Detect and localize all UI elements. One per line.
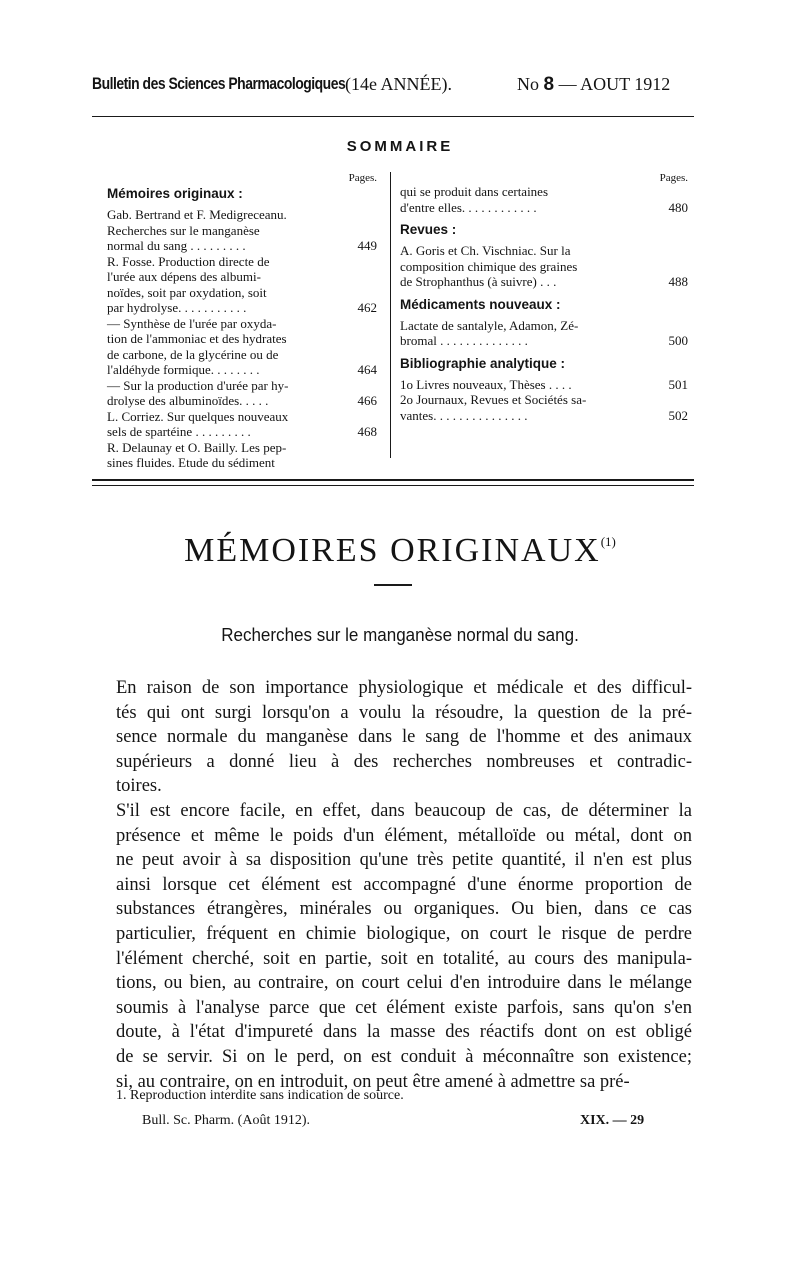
text-line: tés qui ont surgi lorsqu'on a voulu la résoudre, la question de la pré- (116, 702, 692, 723)
toc-entry (107, 316, 377, 378)
toc-entry-text: composition chimique des graines (400, 258, 578, 274)
toc-entry-line (400, 274, 688, 290)
text-line: soumis à l'analyse parce que cet élément existe parfois, sans qu'on s'en (116, 997, 692, 1018)
journal-reference: Bull. Sc. Pharm. (Août 1912). (142, 1113, 310, 1128)
toc-entry-line (107, 378, 377, 394)
toc-entry-line (107, 393, 377, 409)
pages-label: Pages. (348, 172, 377, 184)
text-line: présence et même le poids d'un élément, métalloïde ou métal, dont on (116, 825, 692, 846)
toc-entry-page: 501 (668, 376, 688, 392)
text-line: si, au contraire, on en introduit, on peut être amené à admettre sa pré- (116, 1071, 630, 1092)
toc-entry-line (107, 440, 377, 456)
toc-entry-text: l'aldéhyde formique. . . . . . . . (107, 362, 260, 377)
journal-year: (14e ANNÉE). (345, 74, 452, 94)
toc-entry (107, 378, 377, 409)
toc-entry-text: normal du sang . . . . . . . . . (107, 238, 246, 253)
toc-entry-line (400, 392, 688, 408)
volume-page: XIX. — 29 (580, 1113, 645, 1128)
paragraph-1 (116, 676, 692, 799)
text-line: l'élément cherché, soit en partie, soit en totalité, au cours des manipula- (116, 948, 692, 969)
toc-entry-page: 500 (668, 333, 688, 348)
pages-label-right: Pages. (659, 172, 688, 184)
toc-entry-text: l'urée aux dépens des albumi- (107, 269, 261, 284)
text-line: de se servir. Si on le perd, on est conduit à méconnaître son existence; (116, 1046, 692, 1067)
toc-entry-text: R. Fosse. Production directe de (107, 253, 270, 269)
toc-entry-page: 449 (357, 238, 377, 253)
toc-entry-text: qui se produit dans certaines (400, 184, 549, 199)
toc-entry-line (400, 377, 688, 393)
paragraph-2 (116, 799, 692, 1094)
toc-entry-line (107, 207, 377, 223)
toc-entry-text: Gab. Bertrand et F. Medigreceanu. (107, 207, 287, 222)
continuation-entry (400, 184, 688, 215)
memoires-entries (107, 207, 377, 471)
toc-entry-text: de carbone, de la glycérine ou de (107, 346, 279, 362)
issue-prefix: No (517, 74, 539, 94)
section-memoires: Mémoires originaux : (107, 186, 243, 201)
text-line: doute, à l'état d'impureté dans la masse des réactifs dont on est obligé (116, 1022, 692, 1043)
title-rule (374, 584, 412, 586)
toc-entry-line (400, 243, 688, 259)
toc-entry-text: sels de spartéine . . . . . . . . . (107, 424, 251, 439)
text-line: ne peut avoir à sa disposition qu'une très petite quantité, il n'en est plus (116, 850, 692, 871)
toc-entry-text: Lactate de santalyle, Adamon, Zé- (400, 317, 579, 333)
toc-entry-page: 464 (357, 362, 377, 377)
toc-entry (107, 254, 377, 316)
footnote: 1. Reproduction interdite sans indication de source. (116, 1088, 404, 1103)
journal-title: Bulletin des Sciences Pharmacologiques (92, 74, 346, 93)
header-rule (92, 116, 694, 117)
text-line: supérieurs a donné lieu à des recherches nombreuses et contradic- (116, 751, 692, 772)
text-line: sence normale du manganèse dans le sang de l'homme et des animaux (116, 727, 692, 748)
toc-entry-page: 502 (668, 407, 688, 423)
toc-entry-text: bromal . . . . . . . . . . . . . . (400, 333, 528, 348)
toc-entry-page: 466 (357, 393, 377, 408)
revues-entry (400, 243, 688, 290)
toc-entry-line (107, 269, 377, 285)
toc-entry-line (107, 223, 377, 239)
issue-date: — AOUT 1912 (558, 74, 671, 94)
footnote-marker: (1) (600, 534, 616, 549)
section-revues: Revues : (400, 222, 457, 237)
toc-entry-line (107, 238, 377, 254)
text-line: substances étrangères, minérales ou organiques. Ou bien, dans ce cas (116, 899, 692, 920)
toc-entry-text: noïdes, soit par oxydation, soit (107, 284, 267, 300)
sommaire-left-column (107, 172, 377, 471)
toc-entry-line (107, 285, 377, 301)
toc-entry-text: 1o Livres nouveaux, Thèses . . . . (400, 376, 572, 392)
medicaments-entry (400, 318, 688, 349)
toc-entry-text: L. Corriez. Sur quelques nouveaux (107, 408, 289, 424)
toc-entry-text: — Synthèse de l'urée par oxyda- (107, 315, 277, 331)
toc-entry (107, 207, 377, 254)
toc-entry-line (107, 300, 377, 316)
text-line: tions, ou bien, au contraire, on court celui d'en introduire dans le mélange (116, 973, 692, 994)
article-title: Recherches sur le manganèse normal du sang. (221, 624, 579, 645)
toc-entry-line (400, 333, 688, 349)
text-line: S'il est encore facile, en effet, dans beaucoup de cas, de déterminer la (116, 800, 692, 821)
sommaire-title: SOMMAIRE (346, 138, 454, 155)
toc-entry-line (400, 200, 688, 216)
toc-entry-text: drolyse des albuminoïdes. . . . . (107, 393, 269, 408)
toc-entry-text: Recherches sur le manganèse (107, 222, 260, 238)
toc-entry-page: 468 (357, 424, 377, 439)
toc-entry (400, 318, 688, 349)
toc-entry-text: A. Goris et Ch. Vischniac. Sur la (400, 243, 571, 258)
toc-entry (400, 377, 688, 393)
text-line: toires. (116, 776, 162, 797)
toc-entry-line (107, 347, 377, 363)
toc-entry-line (107, 316, 377, 332)
toc-entry-line (107, 254, 377, 270)
toc-entry-line (107, 424, 377, 440)
text-line: ainsi lorsque cet élément est accompagné d'une énorme proportion de (116, 874, 692, 895)
article-body (116, 676, 692, 1094)
sommaire-rule-bottom (92, 485, 694, 486)
toc-entry-text: de Strophanthus (à suivre) . . . (400, 274, 557, 289)
toc-entry-text: d'entre elles. . . . . . . . . . . . (400, 199, 537, 215)
toc-entry (107, 440, 377, 471)
toc-entry-text: 2o Journaux, Revues et Sociétés sa- (400, 392, 587, 407)
toc-entry (400, 243, 688, 290)
issue-number: 8 (543, 74, 555, 95)
toc-entry (107, 409, 377, 440)
toc-entry-line (107, 409, 377, 425)
toc-entry-page: 480 (668, 199, 688, 215)
toc-entry-line (400, 184, 688, 200)
text-line: En raison de son importance physiologique et médicale et des difficul- (116, 678, 692, 698)
toc-entry-text: tion de l'ammoniac et des hydrates (107, 331, 287, 346)
toc-entry-page: 488 (668, 274, 688, 289)
toc-entry-text: sines fluides. Etude du sédiment (107, 455, 275, 470)
toc-entry (400, 392, 688, 423)
section-heading (0, 532, 800, 570)
toc-entry (400, 184, 688, 215)
toc-entry-page: 462 (357, 300, 377, 315)
toc-entry-line (400, 318, 688, 334)
toc-entry-text: vantes. . . . . . . . . . . . . . . (400, 407, 528, 423)
toc-entry-line (107, 455, 377, 471)
toc-entry-line (107, 362, 377, 378)
section-bibliographie: Bibliographie analytique : (400, 355, 566, 371)
bibliographie-entries (400, 377, 688, 424)
toc-entry-line (400, 259, 688, 275)
sommaire-right-column (400, 172, 688, 423)
text-line: particulier, fréquent en chimie biologique, on court le risque de perdre (116, 923, 692, 944)
toc-entry-line (400, 408, 688, 424)
toc-entry-text: par hydrolyse. . . . . . . . . . . (107, 300, 247, 315)
toc-entry-text: R. Delaunay et O. Bailly. Les pep- (107, 439, 287, 455)
toc-entry-text: — Sur la production d'urée par hy- (107, 377, 289, 393)
section-heading-text: MÉMOIRES ORIGINAUX (184, 532, 601, 569)
sommaire-rule-top (92, 479, 694, 481)
issue-info (517, 74, 670, 96)
toc-entry-line (107, 331, 377, 347)
column-divider (390, 172, 391, 458)
section-medicaments: Médicaments nouveaux : (400, 296, 561, 312)
